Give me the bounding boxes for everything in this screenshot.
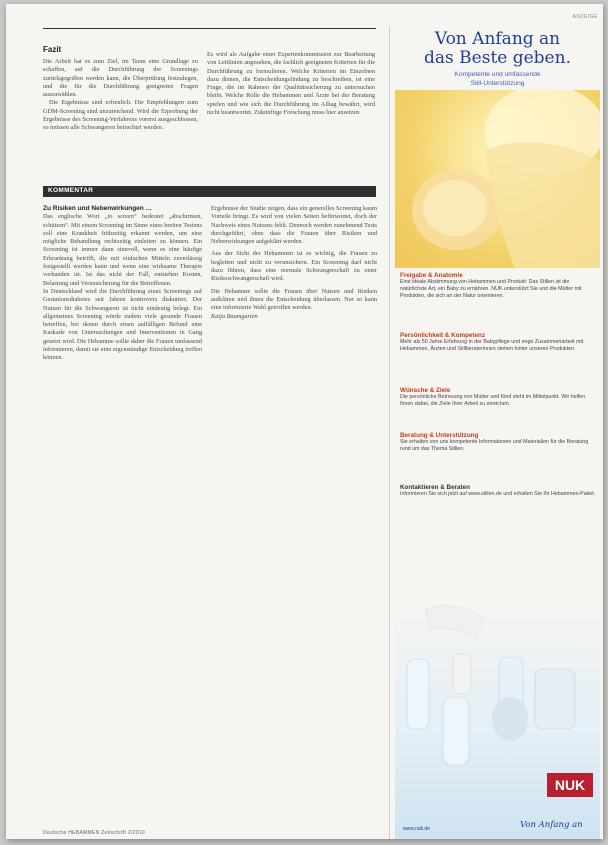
- kommentar-paragraph: In Deutschland wird die Durchführung eines Screenings auf Gestationsdiabetes seit Jahren kontrovers diskutiert. Der Nutzen für die Schwangeren ist nicht eindeutig belegt. Ein allgemeines Screening würde zudem viele gesunde Frauen betreffen, bei denen durch einen auffälligen Befund eine Kaskade von Untersuchungen und Interventionen in Gang gesetzt wird. Die Hebamme sollte daher die Frauen umfassend informieren, damit sie eine eigenständige Entscheidung treffen können.: [43, 287, 202, 362]
- fazit-paragraph: Es wird als Aufgabe einer Expertenkommission zur Bearbeitung von Leitlinien angesehen, die fachlich geeigneten Kriterien für die Durchführung zu formulieren. Welche Kriterien im Einzelnen dazu dienen, die Entscheidungsfindung zu beschreiben, ist eine Frage, die im Rahmen der Qualitätssicherung zu untersuchen bleibt. Welche Rolle die Hebammen und Ärzte bei der Beratung spielen und wie sich die Durchführung im Alltag bewährt, wird nicht beantwortet. Zukünftige Forschung muss hier ansetzen.: [207, 51, 375, 117]
- column-divider: [389, 26, 390, 839]
- fazit-paragraph: Die Ergebnisse sind erfreulich. Die Empfehlungen zum GDM-Screening sind unzureichend. Wird die Erprobung der Ergebnisse des Screening-Verfahrens vorerst ausgeschlossen, so müssen alle Schwangeren betrachtet werden.: [43, 99, 198, 132]
- ad-section-text: Mehr als 50 Jahre Erfahrung in der Babypflege und enge Zusammenarbeit mit Hebammen, Ärzten und Stillberaterinnen stehen hinter unseren Produkten.: [400, 339, 584, 353]
- ad-headline: Von Anfang an: [434, 29, 561, 49]
- ad-section-beratung: [400, 432, 596, 453]
- ad-section-title: Persönlichkeit & Kompetenz: [400, 332, 486, 339]
- kommentar-column-left: [43, 205, 202, 363]
- fazit-heading: Fazit: [43, 45, 62, 54]
- magazine-page: [6, 4, 603, 839]
- ad-section-title: Beratung & Unterstützung: [400, 432, 479, 439]
- ad-section-title: Freigabe & Anatomie: [400, 272, 463, 279]
- ad-subheadline: Still-Unterstützung: [470, 80, 525, 87]
- products-illustration: [395, 599, 600, 839]
- product-photo: [395, 599, 600, 839]
- ad-section-freigabe: [400, 272, 596, 300]
- page-footer: Deutsche HEBAMMEN Zeitschrift 2/2010: [43, 830, 145, 836]
- kommentar-paragraph: Aus der Sicht der Hebammen ist es wichtig, die Frauen zu begleiten und nicht zu verunsichern. Ein Screening darf nicht dazu führen, dass eine normale Schwangerschaft zu einer Risikoschwangerschaft wird.: [211, 250, 377, 283]
- nuk-logo: NUK: [547, 773, 593, 797]
- kommentar-label: KOMMENTAR: [48, 187, 94, 194]
- ad-section-kontakt: [400, 484, 596, 498]
- kommentar-headline: Zu Risiken und Nebenwirkungen …: [43, 205, 153, 212]
- kommentar-paragraph: Ergebnisse der Studie zeigen, dass ein generelles Screening kaum Vorteile bringt. Es wird von vielen Seiten befürwortet, doch der Nachweis eines Nutzens fehlt. Dennoch werden zunehmend Tests durchgeführt, ohne dass die Frauen über Risiken und Nebenwirkungen aufgeklärt werden.: [211, 205, 377, 246]
- ad-section-text: Sie erhalten von uns kompetente Informationen und Materialien für die Beratung rund um das Thema Stillen.: [400, 439, 589, 453]
- mother-baby-photo: [395, 90, 600, 268]
- nuk-slogan: Von Anfang an: [520, 820, 583, 830]
- ad-section-title: Kontaktieren & Beraten: [400, 484, 470, 491]
- ad-headline: das Beste geben.: [424, 48, 571, 68]
- kommentar-paragraph: Das englische Wort „to screen“ bedeutet „abschirmen, schützen“. Mit einem Screening im Sinne eines breiten Testens soll eine Krankheit frühzeitig erkannt werden, um eine mögliche Behandlung rechtzeitig einleiten zu können. Ein Screening ist immer dann sinnvoll, wenn es eine häufige Erkrankung betrifft, die mit einfachen Mitteln zuverlässig festgestellt werden kann und wenn eine wirksame Therapie vorhanden ist. Ist das nicht der Fall, entstehen Kosten, Belastung und Verunsicherung für die Betroffenen.: [43, 213, 202, 287]
- ad-section-persoenlich: [400, 332, 596, 353]
- nuk-url[interactable]: www.nuk.de: [403, 826, 430, 832]
- ad-label: ANZEIGE: [572, 14, 598, 20]
- ad-section-title: Wünsche & Ziele: [400, 387, 451, 394]
- kommentar-signature: Katja Baumgarten: [211, 312, 258, 320]
- ad-section-text: Die persönliche Betreuung von Mutter und Kind steht im Mittelpunkt. Wir helfen Ihnen dabei, die Ziele Ihrer Arbeit zu erreichen.: [400, 394, 586, 408]
- ad-section-wuensche: [400, 387, 596, 408]
- fazit-paragraph: Die Arbeit hat es zum Ziel, im Team eine Grundlage zu schaffen, auf die Durchführung der Screenings zurückgegriffen werden kann, die Überprüfung festzulegen, und die für die Durchführung geeigneten Fragen auszuwählen.: [43, 58, 198, 99]
- kommentar-paragraph: Die Hebamme sollte die Frauen über Nutzen und Risiken aufklären und ihnen die Entscheidung überlassen. Nur so kann eine informierte Wahl getroffen werden.: [211, 287, 377, 312]
- photo-illustration: [395, 90, 600, 268]
- kommentar-column-right: [211, 205, 377, 321]
- ad-section-text: Informieren Sie sich jetzt auf www.stillen.de und erhalten Sie Ihr Hebammen-Paket.: [400, 491, 596, 497]
- nuk-advertisement: [395, 14, 600, 839]
- ad-subheadline: Kompetente und umfassende: [454, 71, 541, 78]
- ad-section-text: Eine ideale Abstimmung von Hebammen und Produkt: Das Stillen ist die natürlichste Art, ein Baby zu ernähren. NUK unterstützt Sie und die Mütter mit Produkten, die sich an der Natur orientieren.: [400, 279, 582, 300]
- fazit-column-right: [207, 51, 375, 117]
- top-rule: [43, 28, 376, 29]
- fazit-column-left: [43, 58, 198, 133]
